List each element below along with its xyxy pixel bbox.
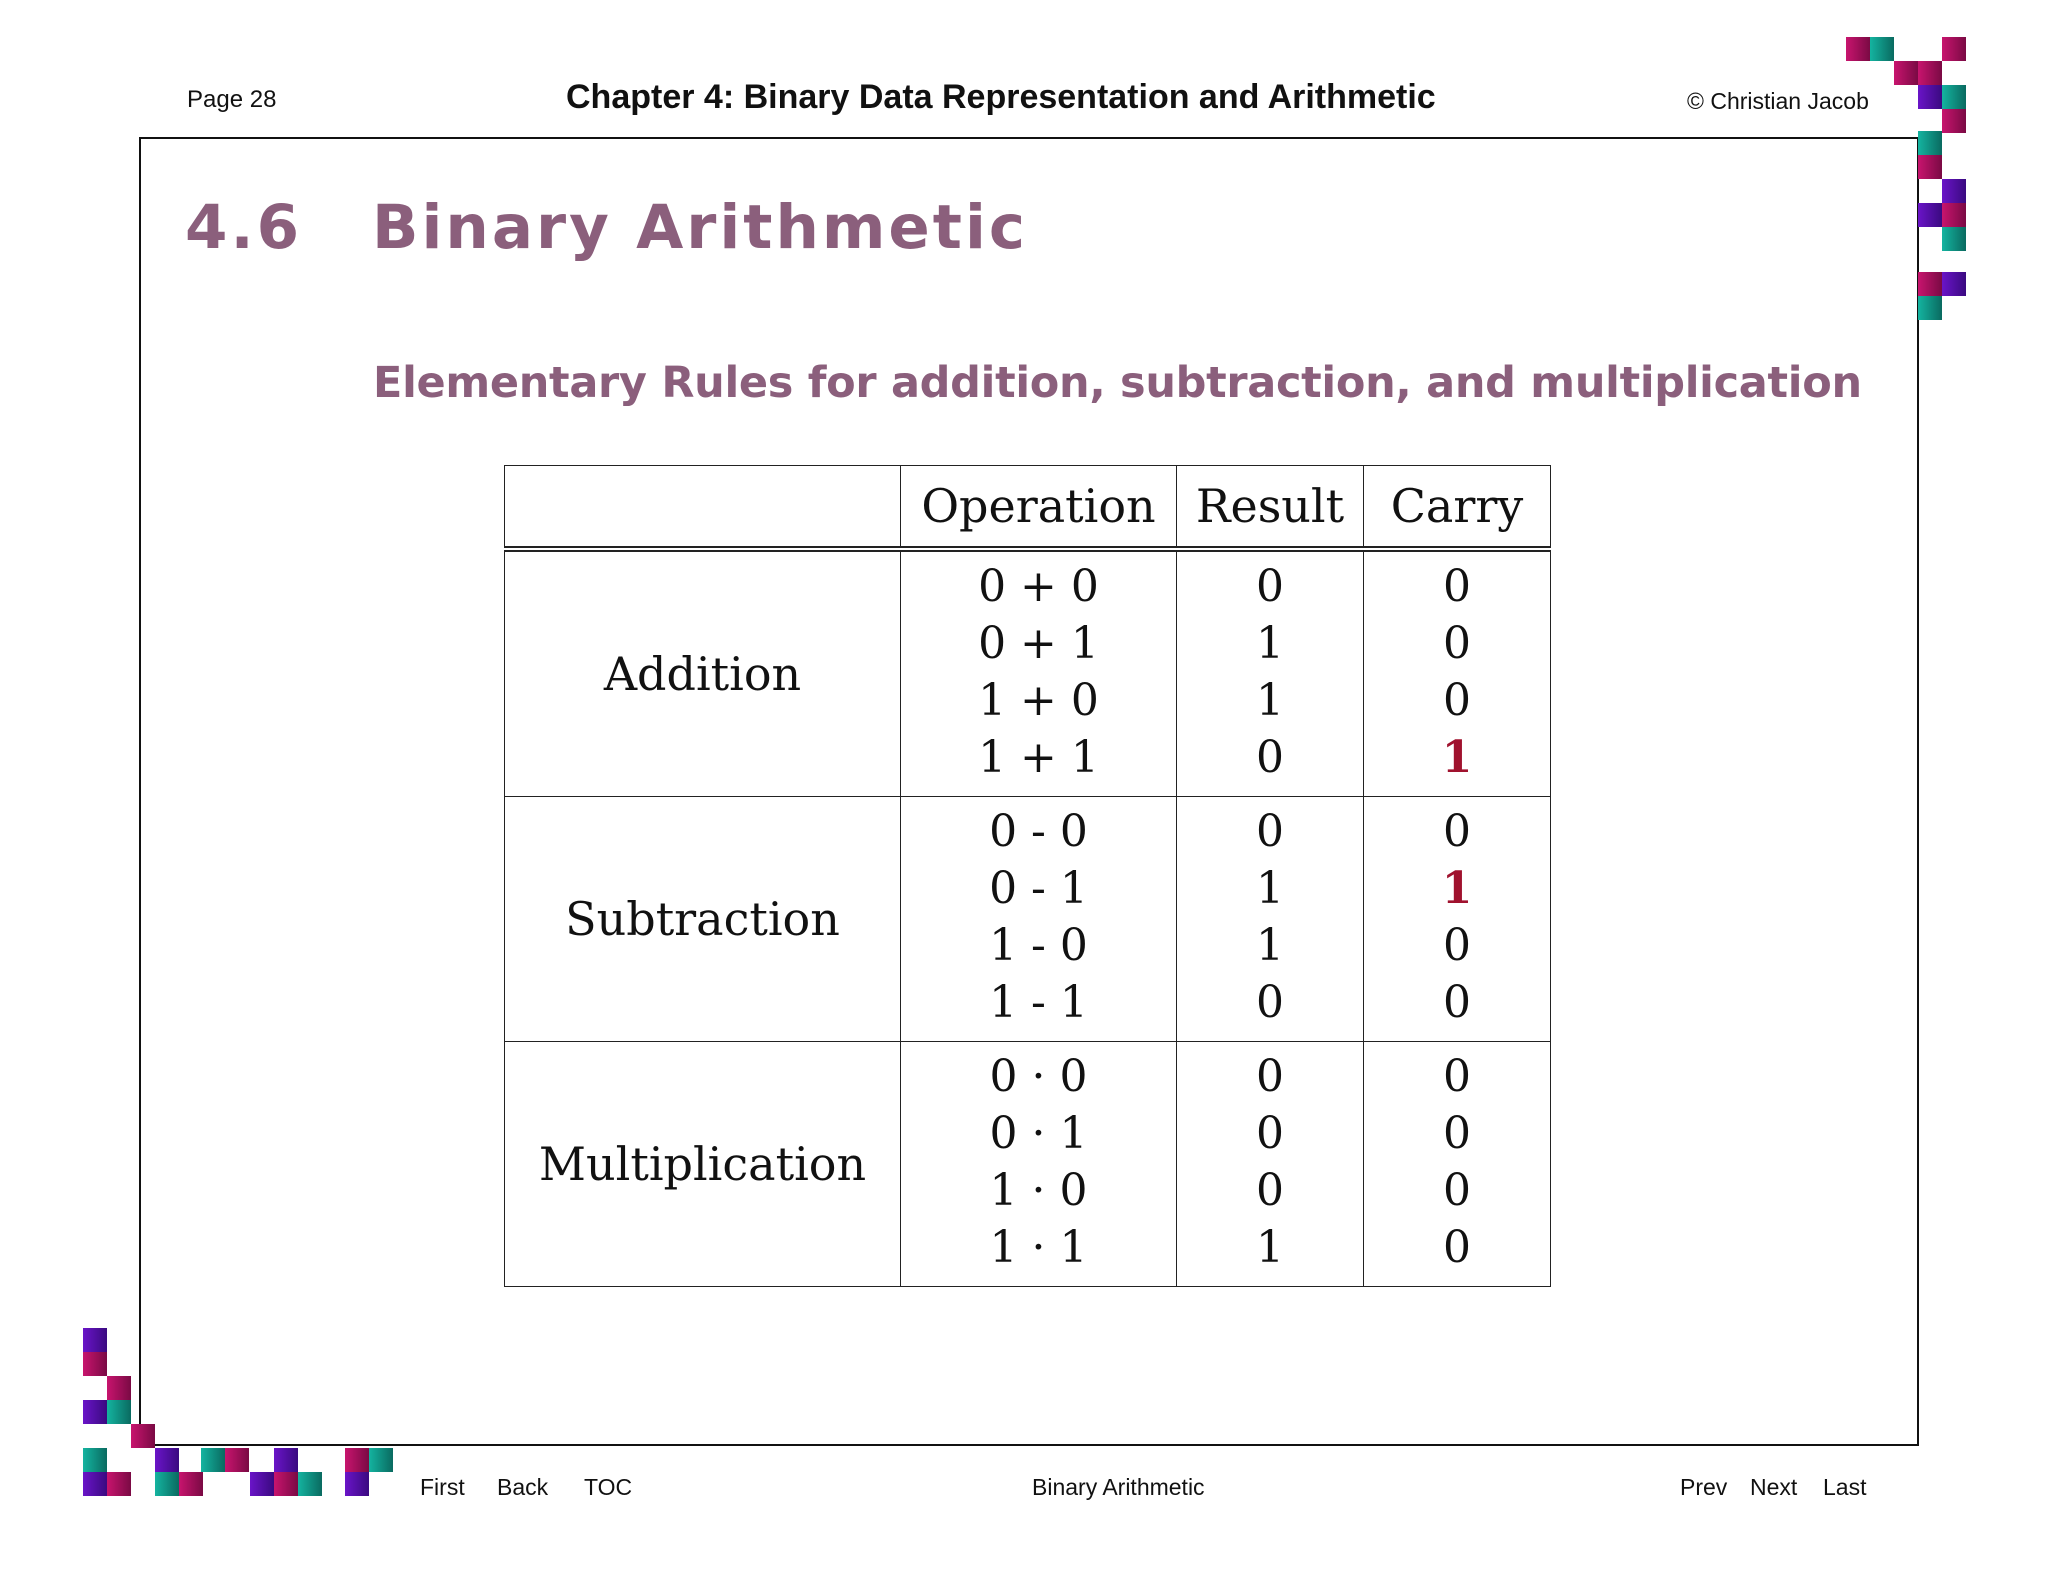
- carry-cell: [1364, 797, 1551, 1042]
- decor-square: [201, 1448, 225, 1472]
- carry-value: 0: [1443, 1108, 1471, 1159]
- decor-square: [1942, 85, 1966, 109]
- operation-value: 0 - 1: [989, 863, 1088, 914]
- result-value: 1: [1256, 675, 1284, 726]
- nav-toc-link[interactable]: TOC: [584, 1474, 633, 1500]
- operation-value: 1 + 0: [978, 675, 1099, 726]
- decor-square: [1918, 155, 1942, 179]
- carry-value: 0: [1443, 806, 1471, 857]
- carry-value: 1: [1441, 732, 1473, 783]
- header-blank: [505, 466, 901, 550]
- decor-square: [1942, 37, 1966, 61]
- carry-value: 0: [1443, 920, 1471, 971]
- decor-square: [179, 1472, 203, 1496]
- decor-square: [1942, 227, 1966, 251]
- operation-group-label: Subtraction: [505, 797, 901, 1042]
- decor-square: [1846, 37, 1870, 61]
- carry-value: 0: [1443, 1222, 1471, 1273]
- section-number: 4.6: [185, 192, 303, 263]
- operation-cell: [901, 549, 1177, 797]
- result-value: 0: [1256, 977, 1284, 1028]
- carry-value: 0: [1443, 618, 1471, 669]
- decor-square: [345, 1472, 369, 1496]
- decor-square: [131, 1424, 155, 1448]
- decor-square: [83, 1472, 107, 1496]
- decor-square: [83, 1352, 107, 1376]
- binary-rules-table: [504, 465, 1551, 1287]
- decor-square: [250, 1472, 274, 1496]
- decor-square: [274, 1472, 298, 1496]
- operation-value: 0 · 0: [989, 1051, 1088, 1102]
- operation-value: 0 + 0: [978, 561, 1099, 612]
- operation-value: 0 + 1: [978, 618, 1099, 669]
- table-row: [505, 1042, 1551, 1287]
- operation-cell: [901, 797, 1177, 1042]
- decor-square: [155, 1472, 179, 1496]
- carry-value: 0: [1443, 977, 1471, 1028]
- carry-value: 0: [1443, 1165, 1471, 1216]
- decor-square: [1870, 37, 1894, 61]
- decor-square: [345, 1448, 369, 1472]
- decor-square: [83, 1400, 107, 1424]
- decor-square: [83, 1448, 107, 1472]
- result-value: 0: [1256, 561, 1284, 612]
- decor-square: [1918, 85, 1942, 109]
- decor-square: [1942, 179, 1966, 203]
- result-cell: [1177, 1042, 1364, 1287]
- decor-square: [107, 1472, 131, 1496]
- decor-square: [1918, 272, 1942, 296]
- operation-value: 1 - 0: [989, 920, 1088, 971]
- result-value: 0: [1256, 1108, 1284, 1159]
- carry-value: 0: [1443, 1051, 1471, 1102]
- carry-value: 1: [1441, 863, 1473, 914]
- footer-title: Binary Arithmetic: [1032, 1474, 1205, 1500]
- page-number: Page 28: [187, 86, 277, 113]
- copyright-notice: © Christian Jacob: [1687, 88, 1869, 114]
- decor-square: [1894, 61, 1918, 85]
- decor-square: [274, 1448, 298, 1472]
- section-title: Binary Arithmetic: [372, 192, 1029, 263]
- decor-square: [155, 1448, 179, 1472]
- decor-square: [1942, 272, 1966, 296]
- chapter-title: Chapter 4: Binary Data Representation and Arithmetic: [566, 78, 1436, 116]
- carry-cell: [1364, 1042, 1551, 1287]
- result-value: 0: [1256, 732, 1284, 783]
- decor-square: [1942, 203, 1966, 227]
- result-value: 1: [1256, 1222, 1284, 1273]
- result-value: 1: [1256, 618, 1284, 669]
- section-subtitle: Elementary Rules for addition, subtraction, and multiplication: [373, 358, 1862, 408]
- result-value: 0: [1256, 1051, 1284, 1102]
- carry-value: 0: [1443, 675, 1471, 726]
- nav-prev-link[interactable]: Prev: [1680, 1474, 1728, 1500]
- nav-next-link[interactable]: Next: [1750, 1474, 1798, 1500]
- table-row: [505, 549, 1551, 797]
- result-value: 0: [1256, 1165, 1284, 1216]
- result-cell: [1177, 549, 1364, 797]
- operation-group-label: Addition: [505, 549, 901, 797]
- operation-group-label: Multiplication: [505, 1042, 901, 1287]
- operation-value: 1 · 0: [989, 1165, 1088, 1216]
- nav-last-link[interactable]: Last: [1823, 1474, 1867, 1500]
- decor-square: [1918, 61, 1942, 85]
- decor-square: [107, 1376, 131, 1400]
- carry-cell: [1364, 549, 1551, 797]
- result-value: 1: [1256, 920, 1284, 971]
- operation-value: 1 - 1: [989, 977, 1088, 1028]
- decor-square: [1942, 109, 1966, 133]
- header-result: Result: [1177, 466, 1364, 550]
- operation-value: 0 · 1: [989, 1108, 1088, 1159]
- decor-square: [369, 1448, 393, 1472]
- nav-first-link[interactable]: First: [420, 1474, 465, 1500]
- header-carry: Carry: [1364, 466, 1551, 550]
- table-header-row: [505, 466, 1551, 550]
- decor-square: [1918, 131, 1942, 155]
- carry-value: 0: [1443, 561, 1471, 612]
- decor-square: [298, 1472, 322, 1496]
- nav-back-link[interactable]: Back: [497, 1474, 549, 1500]
- header-operation: Operation: [901, 466, 1177, 550]
- decor-square: [83, 1328, 107, 1352]
- result-cell: [1177, 797, 1364, 1042]
- result-value: 1: [1256, 863, 1284, 914]
- decor-square: [107, 1400, 131, 1424]
- operation-value: 0 - 0: [989, 806, 1088, 857]
- operation-cell: [901, 1042, 1177, 1287]
- decor-square: [1918, 203, 1942, 227]
- result-value: 0: [1256, 806, 1284, 857]
- decor-square: [225, 1448, 249, 1472]
- operation-value: 1 + 1: [978, 732, 1099, 783]
- decor-square: [1918, 296, 1942, 320]
- operation-value: 1 · 1: [989, 1222, 1088, 1273]
- table-row: [505, 797, 1551, 1042]
